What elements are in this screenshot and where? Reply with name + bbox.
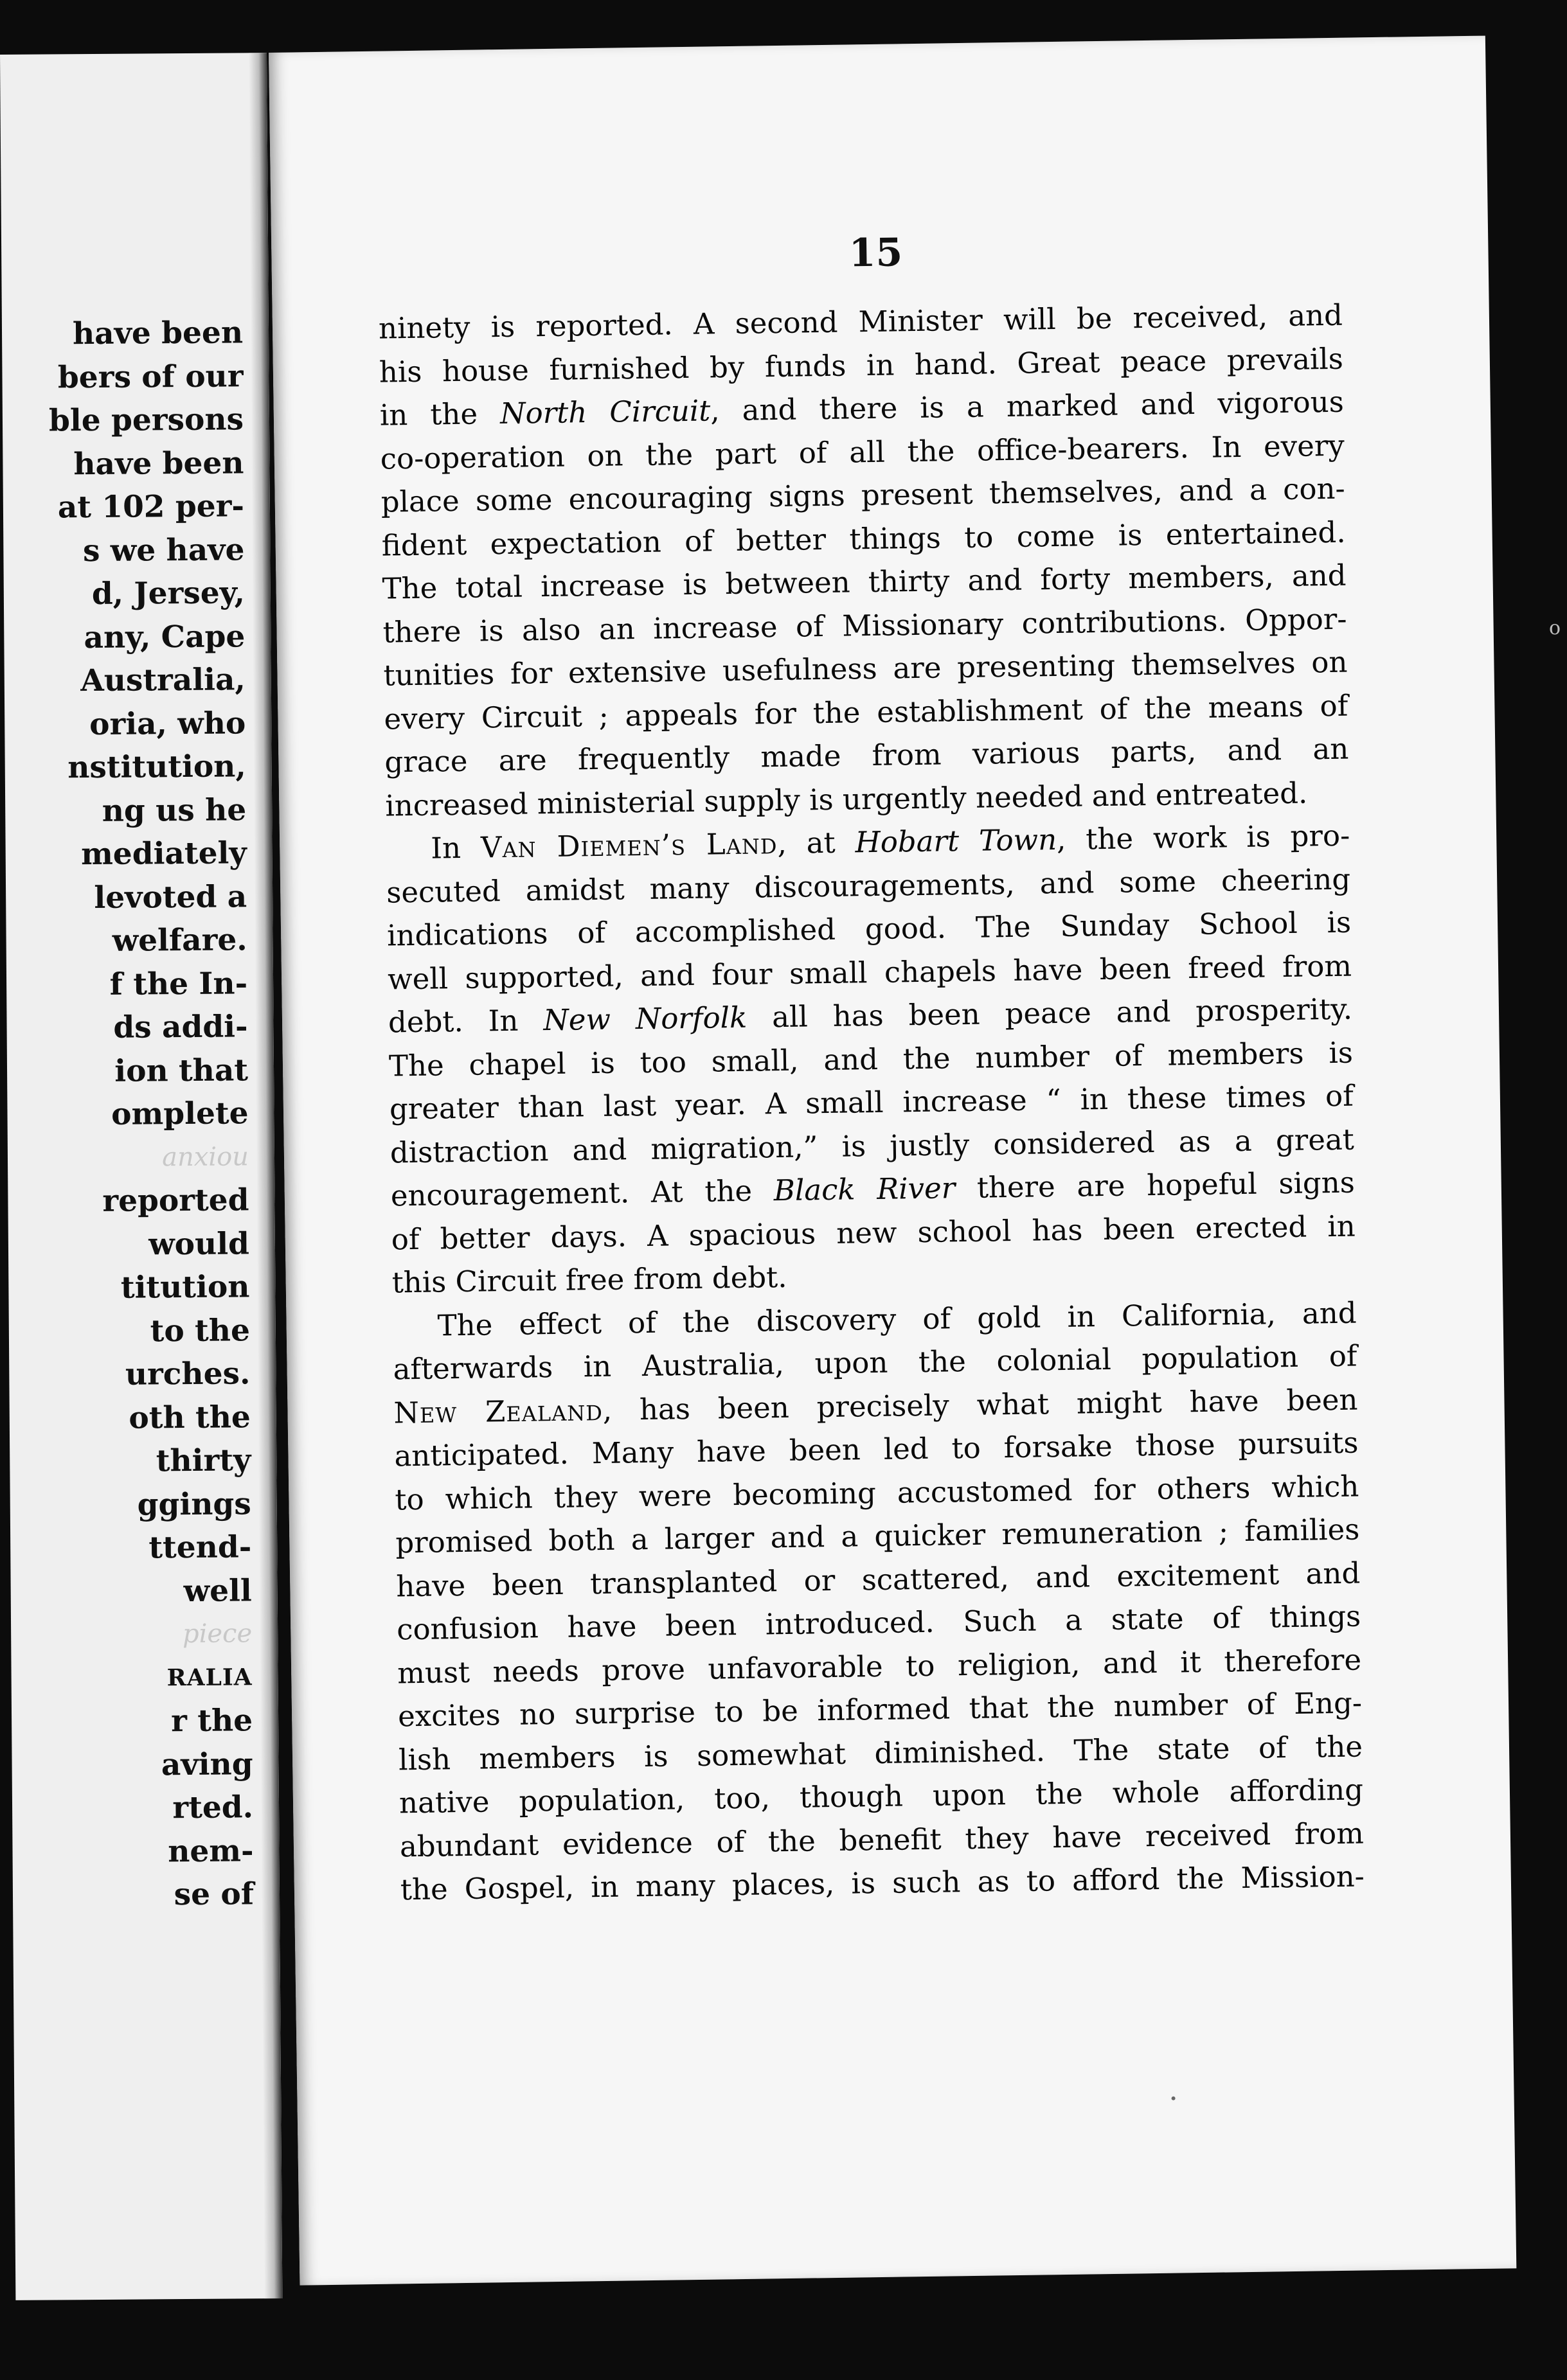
text-run: abundant evidence of the benefit they have received from [399,1815,1365,1863]
facing-page-line: welfare. [112,922,247,959]
facing-page-line: se of [174,1876,255,1913]
text-run: lish members is somewhat diminished. The state of the [398,1728,1363,1777]
facing-page-line: nem- [168,1833,254,1869]
text-run: in the [379,396,501,432]
facing-page-line: levoted a [94,878,247,916]
page [269,36,1516,2286]
text-run: must needs prove unfavorable to religion, and it therefore [397,1642,1362,1690]
text-run: to which they were becoming accustomed for others which [395,1469,1359,1516]
text-run: place some encouraging signs present themselves, and a con- [381,471,1346,519]
facing-page-line: ble persons [48,402,244,439]
text-run: The total increase is between thirty and forty members, and [382,558,1347,606]
text-run: tunities for extensive usefulness are presenting themselves on [383,644,1348,693]
text-run: grace are frequently made from various parts, and an [384,731,1349,779]
text-run: the Gospel, in many places, is such as to afford the Mission- [400,1859,1365,1907]
italic-text: North Circuit [499,393,711,431]
text-run: increased ministerial supply is urgently needed and entreated. [385,776,1308,823]
facing-page-line: oria, who [89,705,246,742]
text-run: afterwards in Australia, upon the colonial population of [393,1338,1357,1387]
facing-page-line: have been [73,445,244,482]
facing-page-line: omplete [111,1096,249,1132]
page-number: 15 [848,230,903,276]
text-run: promised both a larger and a quicker remuneration ; families [395,1512,1360,1560]
facing-page-line: Australia, [80,662,246,699]
text-run: distraction and migration,” is justly considered as a great [390,1122,1355,1170]
italic-text: Hobart Town [855,822,1057,860]
text-run: indications of accomplished good. The Sunday School is [386,905,1352,953]
text-run: The chapel is too small, and the number of members is [388,1035,1354,1083]
facing-page-line: to the [150,1312,251,1349]
facing-page-line: piece [182,1619,253,1649]
facing-page-line: ion that [114,1052,249,1089]
text-run: well supported, and four small chapels have been freed from [387,948,1352,997]
italic-text: New Norfolk [543,1000,748,1038]
body-text [379,294,1365,1912]
text-run: every Circuit ; appeals for the establishment of the means of [384,688,1348,736]
italic-text: Black River [773,1171,956,1208]
text-run: In [430,830,481,866]
small-caps-text: New Zealand [393,1392,604,1430]
facing-page-left [0,53,282,2300]
text-run: confusion have been introduced. Such a state of things [396,1599,1361,1647]
facing-page-line: ng us he [102,792,247,829]
text-run: have been transplanted or scattered, and excitement and [395,1556,1361,1603]
facing-page-line: any, Cape [84,618,246,655]
facing-page-line: r the [170,1703,253,1739]
facing-page-line: anxiou [162,1141,249,1172]
facing-page-line: d, Jersey, [91,575,246,612]
text-run: encouragement. At the [390,1173,775,1213]
facing-page-line: reported [102,1182,249,1219]
text-run: all has been peace and prosperity. [746,991,1353,1035]
text-run: of better days. A spacious new school has been erected in [391,1209,1356,1257]
small-caps-text: Van Diemen’s Land [480,826,778,865]
text-run: there are hopeful signs [954,1165,1356,1205]
facing-page-line: at 102 per- [57,488,245,526]
text-run: anticipated. Many have been led to forsake those pursuits [394,1425,1359,1473]
facing-page-line: would [148,1225,250,1262]
facing-page-line: rted. [172,1789,254,1826]
ink-speck [1172,2097,1176,2100]
facing-page-line: aving [161,1746,253,1782]
facing-page-line: f the In- [109,965,248,1002]
facing-page-line: mediately [80,835,247,873]
text-run: greater than last year. A small increase “ in these times of [389,1078,1354,1126]
text-run: ninety is reported. A second Minister will be received, and [378,298,1343,346]
text-run: native population, too, though upon the whole affording [398,1772,1364,1820]
facing-page-line: RALIA [166,1663,253,1691]
text-run: fident expectation of better things to come is entertained. [381,515,1346,563]
text-run: co-operation on the part of all the office-bearers. In every [380,428,1345,476]
facing-page-line: well [183,1572,252,1609]
facing-page-line: have been [72,315,244,352]
facing-page-line: ttend- [148,1529,252,1566]
facing-page-line: thirty [156,1443,251,1479]
text-run: , and there is a marked and vigorous [710,384,1345,428]
text-run: , at [777,825,855,861]
edge-mark: o [1548,617,1561,639]
text-run: there is also an increase of Missionary contributions. Oppor- [382,601,1347,650]
facing-page-line: ds addi- [113,1009,248,1045]
facing-page-line: bers of our [57,358,244,395]
text-run: his house furnished by funds in hand. Great peace prevails [379,341,1344,389]
facing-page-line: titution [120,1269,250,1306]
text-run: secuted amidst many discouragements, and some cheering [386,862,1351,910]
facing-page-line: urches. [125,1356,251,1392]
text-run: this Circuit free from debt. [391,1259,787,1300]
facing-page-text [48,311,254,1917]
text-run: excites no surprise to be informed that the number of Eng- [397,1685,1363,1734]
facing-page-line: s we have [82,531,245,569]
text-run: , the work is pro- [1056,818,1350,857]
text-run: debt. In [388,1003,544,1040]
text-run: , has been precisely what might have been [602,1382,1358,1427]
facing-page-line: nstitution, [67,749,246,786]
facing-page-line: oth the [129,1399,251,1436]
facing-page-line: ggings [137,1486,251,1523]
text-run: The effect of the discovery of gold in California, and [437,1295,1357,1343]
